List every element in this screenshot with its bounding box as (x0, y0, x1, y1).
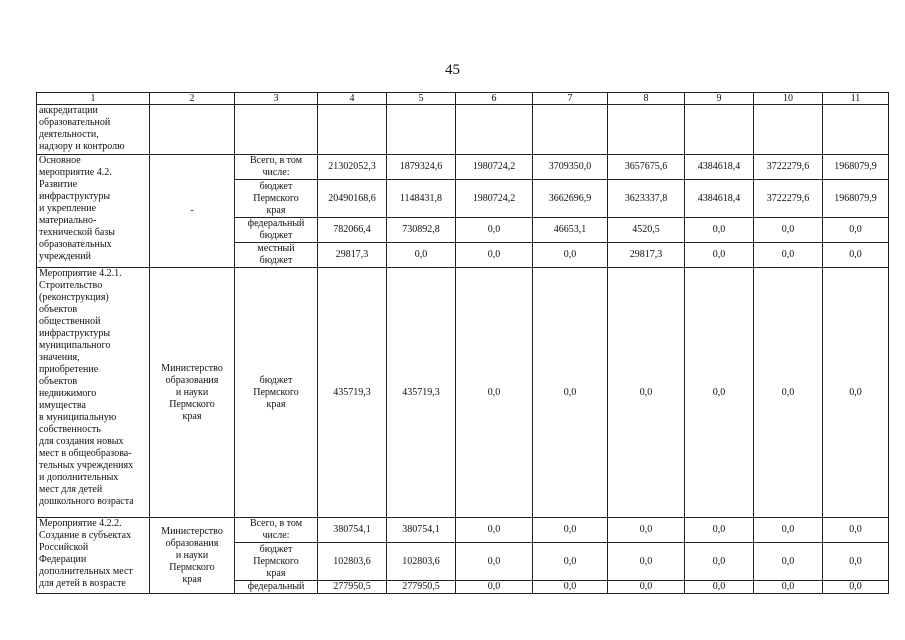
value-cell: 0,0 (754, 581, 823, 594)
page-number: 45 (445, 62, 460, 78)
value-cell: 3722279,6 (754, 180, 823, 218)
value-cell: 380754,1 (387, 518, 456, 543)
value-cell: 0,0 (456, 581, 533, 594)
activity-name: Мероприятие 4.2.2. Создание в субъектах Российской Федерации дополнительных мест для детей в возрасте (37, 518, 150, 594)
value-cell: 0,0 (456, 243, 533, 268)
value-cell: 29817,3 (608, 243, 685, 268)
header-row (37, 93, 889, 105)
value-cell: 3722279,6 (754, 155, 823, 180)
value-cell: 0,0 (608, 543, 685, 581)
value-cell: 0,0 (823, 543, 889, 581)
value-cell: 730892,8 (387, 218, 456, 243)
col-header: 10 (754, 93, 823, 105)
value-cell: 1968079,9 (823, 155, 889, 180)
value-cell: 102803,6 (318, 543, 387, 581)
value-cell: 1148431,8 (387, 180, 456, 218)
value-cell: 1968079,9 (823, 180, 889, 218)
value-cell: 0,0 (533, 268, 608, 518)
activity-name: аккредитации образовательной деятельности, надзору и контролю (37, 105, 150, 155)
value-cell: 0,0 (387, 243, 456, 268)
executor: Министерство образования и науки Пермского края (150, 268, 235, 518)
value-cell: 3709350,0 (533, 155, 608, 180)
value-cell: 1980724,2 (456, 180, 533, 218)
value-cell: 0,0 (456, 218, 533, 243)
activity-name: Мероприятие 4.2.1. Строительство (реконструкция) объектов общественной инфраструктуры муниципального значения, приобретение объектов недвижимого имущества в муниципальную собственность для создания новых мест в общеобразова- тельных учреждениях и дополнительных мест для детей дошкольного возраста (37, 268, 150, 518)
value-cell: 0,0 (823, 581, 889, 594)
value-cell: 0,0 (823, 243, 889, 268)
value-cell: 0,0 (685, 268, 754, 518)
value-cell: 0,0 (823, 218, 889, 243)
table-row (37, 268, 889, 518)
value-cell: 0,0 (685, 218, 754, 243)
value-cell: 0,0 (754, 218, 823, 243)
value-cell: 0,0 (823, 518, 889, 543)
value-cell: 3623337,8 (608, 180, 685, 218)
value-cell: 0,0 (823, 268, 889, 518)
funding-source: бюджет Пермского края (235, 543, 318, 581)
value-cell: 0,0 (754, 543, 823, 581)
value-cell: 0,0 (754, 268, 823, 518)
value-cell: 0,0 (685, 581, 754, 594)
col-header: 2 (150, 93, 235, 105)
value-cell: 4384618,4 (685, 155, 754, 180)
value-cell: 0,0 (685, 243, 754, 268)
executor: - (150, 155, 235, 268)
value-cell: 0,0 (754, 243, 823, 268)
value-cell: 435719,3 (387, 268, 456, 518)
value-cell: 20490168,6 (318, 180, 387, 218)
value-cell: 0,0 (533, 543, 608, 581)
col-header: 3 (235, 93, 318, 105)
col-header: 5 (387, 93, 456, 105)
funding-source: федеральный (235, 581, 318, 594)
value-cell: 46653,1 (533, 218, 608, 243)
table-row (37, 105, 889, 155)
value-cell: 3662696,9 (533, 180, 608, 218)
value-cell: 102803,6 (387, 543, 456, 581)
col-header: 11 (823, 93, 889, 105)
col-header: 9 (685, 93, 754, 105)
funding-source: бюджет Пермского края (235, 268, 318, 518)
table-row (37, 155, 889, 180)
value-cell: 0,0 (608, 581, 685, 594)
value-cell: 1879324,6 (387, 155, 456, 180)
value-cell: 0,0 (533, 581, 608, 594)
executor: Министерство образования и науки Пермского края (150, 518, 235, 594)
value-cell: 782066,4 (318, 218, 387, 243)
value-cell: 0,0 (608, 268, 685, 518)
budget-table (36, 92, 889, 594)
funding-source: федеральный бюджет (235, 218, 318, 243)
value-cell: 3657675,6 (608, 155, 685, 180)
col-header: 1 (37, 93, 150, 105)
value-cell: 0,0 (754, 518, 823, 543)
col-header: 4 (318, 93, 387, 105)
value-cell: 0,0 (533, 518, 608, 543)
value-cell: 0,0 (533, 243, 608, 268)
value-cell: 1980724,2 (456, 155, 533, 180)
activity-name: Основное мероприятие 4.2. Развитие инфраструктуры и укрепление материально- технической базы образовательных учреждений (37, 155, 150, 268)
value-cell: 277950,5 (318, 581, 387, 594)
value-cell: 4520,5 (608, 218, 685, 243)
value-cell: 277950,5 (387, 581, 456, 594)
value-cell: 0,0 (456, 268, 533, 518)
value-cell: 0,0 (456, 543, 533, 581)
value-cell: 29817,3 (318, 243, 387, 268)
col-header: 7 (533, 93, 608, 105)
funding-source: местный бюджет (235, 243, 318, 268)
value-cell: 435719,3 (318, 268, 387, 518)
col-header: 8 (608, 93, 685, 105)
value-cell: 380754,1 (318, 518, 387, 543)
value-cell: 21302052,3 (318, 155, 387, 180)
value-cell: 0,0 (685, 543, 754, 581)
funding-source: Всего, в том числе: (235, 518, 318, 543)
value-cell: 0,0 (608, 518, 685, 543)
value-cell: 4384618,4 (685, 180, 754, 218)
funding-source: Всего, в том числе: (235, 155, 318, 180)
value-cell: 0,0 (456, 518, 533, 543)
funding-source: бюджет Пермского края (235, 180, 318, 218)
col-header: 6 (456, 93, 533, 105)
table-row (37, 518, 889, 543)
value-cell: 0,0 (685, 518, 754, 543)
